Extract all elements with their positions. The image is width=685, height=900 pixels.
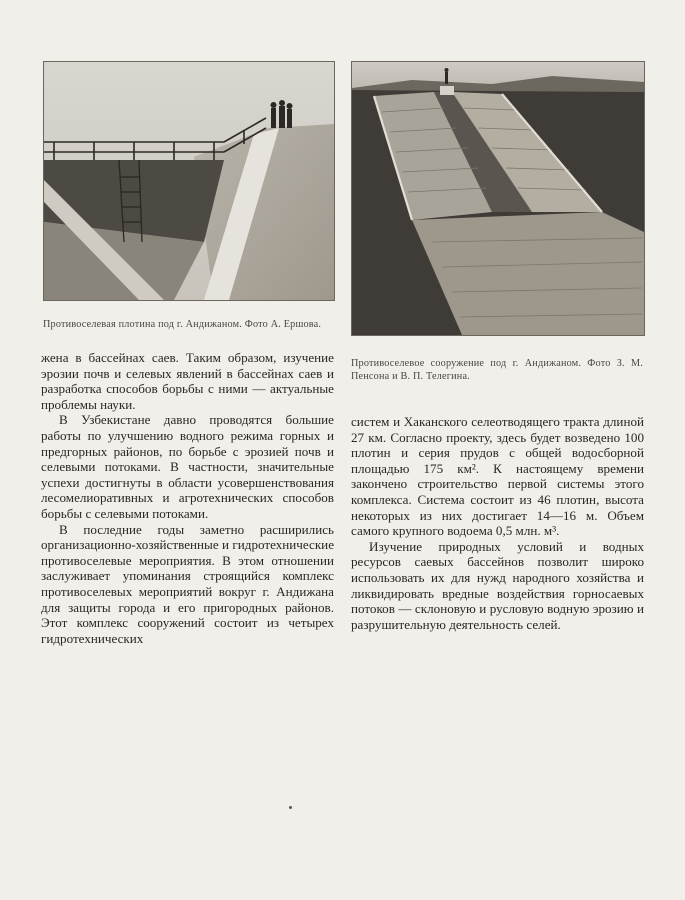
paragraph: систем и Хаканского селеотводящего тракта длиной 27 км. Согласно проекту, здесь будет возведено 100 плотин и серия прудов с общей водосборной площадью 175 км². К настоящему времени закончено строительство первой системы этого комплекса. Система состоит из 46 плотин, высота некоторых из них достигает 14—16 м. Объем самого крупного водоема 0,5 млн. м³. (351, 414, 644, 539)
dam-photo-left (43, 61, 335, 301)
photo-caption-left: Противоселевая плотина под г. Андижаном. Фото А. Ершова. (43, 319, 322, 330)
page-mark (289, 806, 292, 809)
photo-caption-right: Противоселевое сооружение под г. Андижаном. Фото З. М. Пенсона и В. П. Телегина. (351, 358, 643, 382)
paragraph: Изучение природных условий и водных ресурсов саевых бассейнов позволит широко использовать их для нужд народного хозяйства и ликвидировать вредные воздействия горносаевых потоков — склоновую и русловую водную эрозию и разрушительную деятельность селей. (351, 538, 644, 632)
paragraph: В Узбекистане давно проводятся большие работы по улучшению водного режима горных и предгорных районов, по борьбе с эрозией почв и селевыми потоками. В частности, значительные успехи достигнуты в области усовершенствования лесомелиоративных и агротехнических способов борьбы с селевыми потоками. (41, 412, 334, 521)
article-column-left (41, 350, 334, 646)
paragraph: В последние годы заметно расширились организационно-хозяйственные и гидротехнические противоселевые мероприятия. В этом отношении заслуживает упоминания строящийся комплекс противоселевых мероприятий вокруг г. Андижана для защиты города и его пригородных районов. Этот комплекс сооружений состоит из четырех гидротехнических (41, 521, 334, 646)
paragraph: жена в бассейнах саев. Таким образом, изучение эрозии почв и селевых явлений в бассейнах саев и разработка способов борьбы с ними — актуальные проблемы науки. (41, 350, 334, 412)
article-column-right (351, 414, 644, 632)
spillway-photo-right (351, 61, 645, 336)
